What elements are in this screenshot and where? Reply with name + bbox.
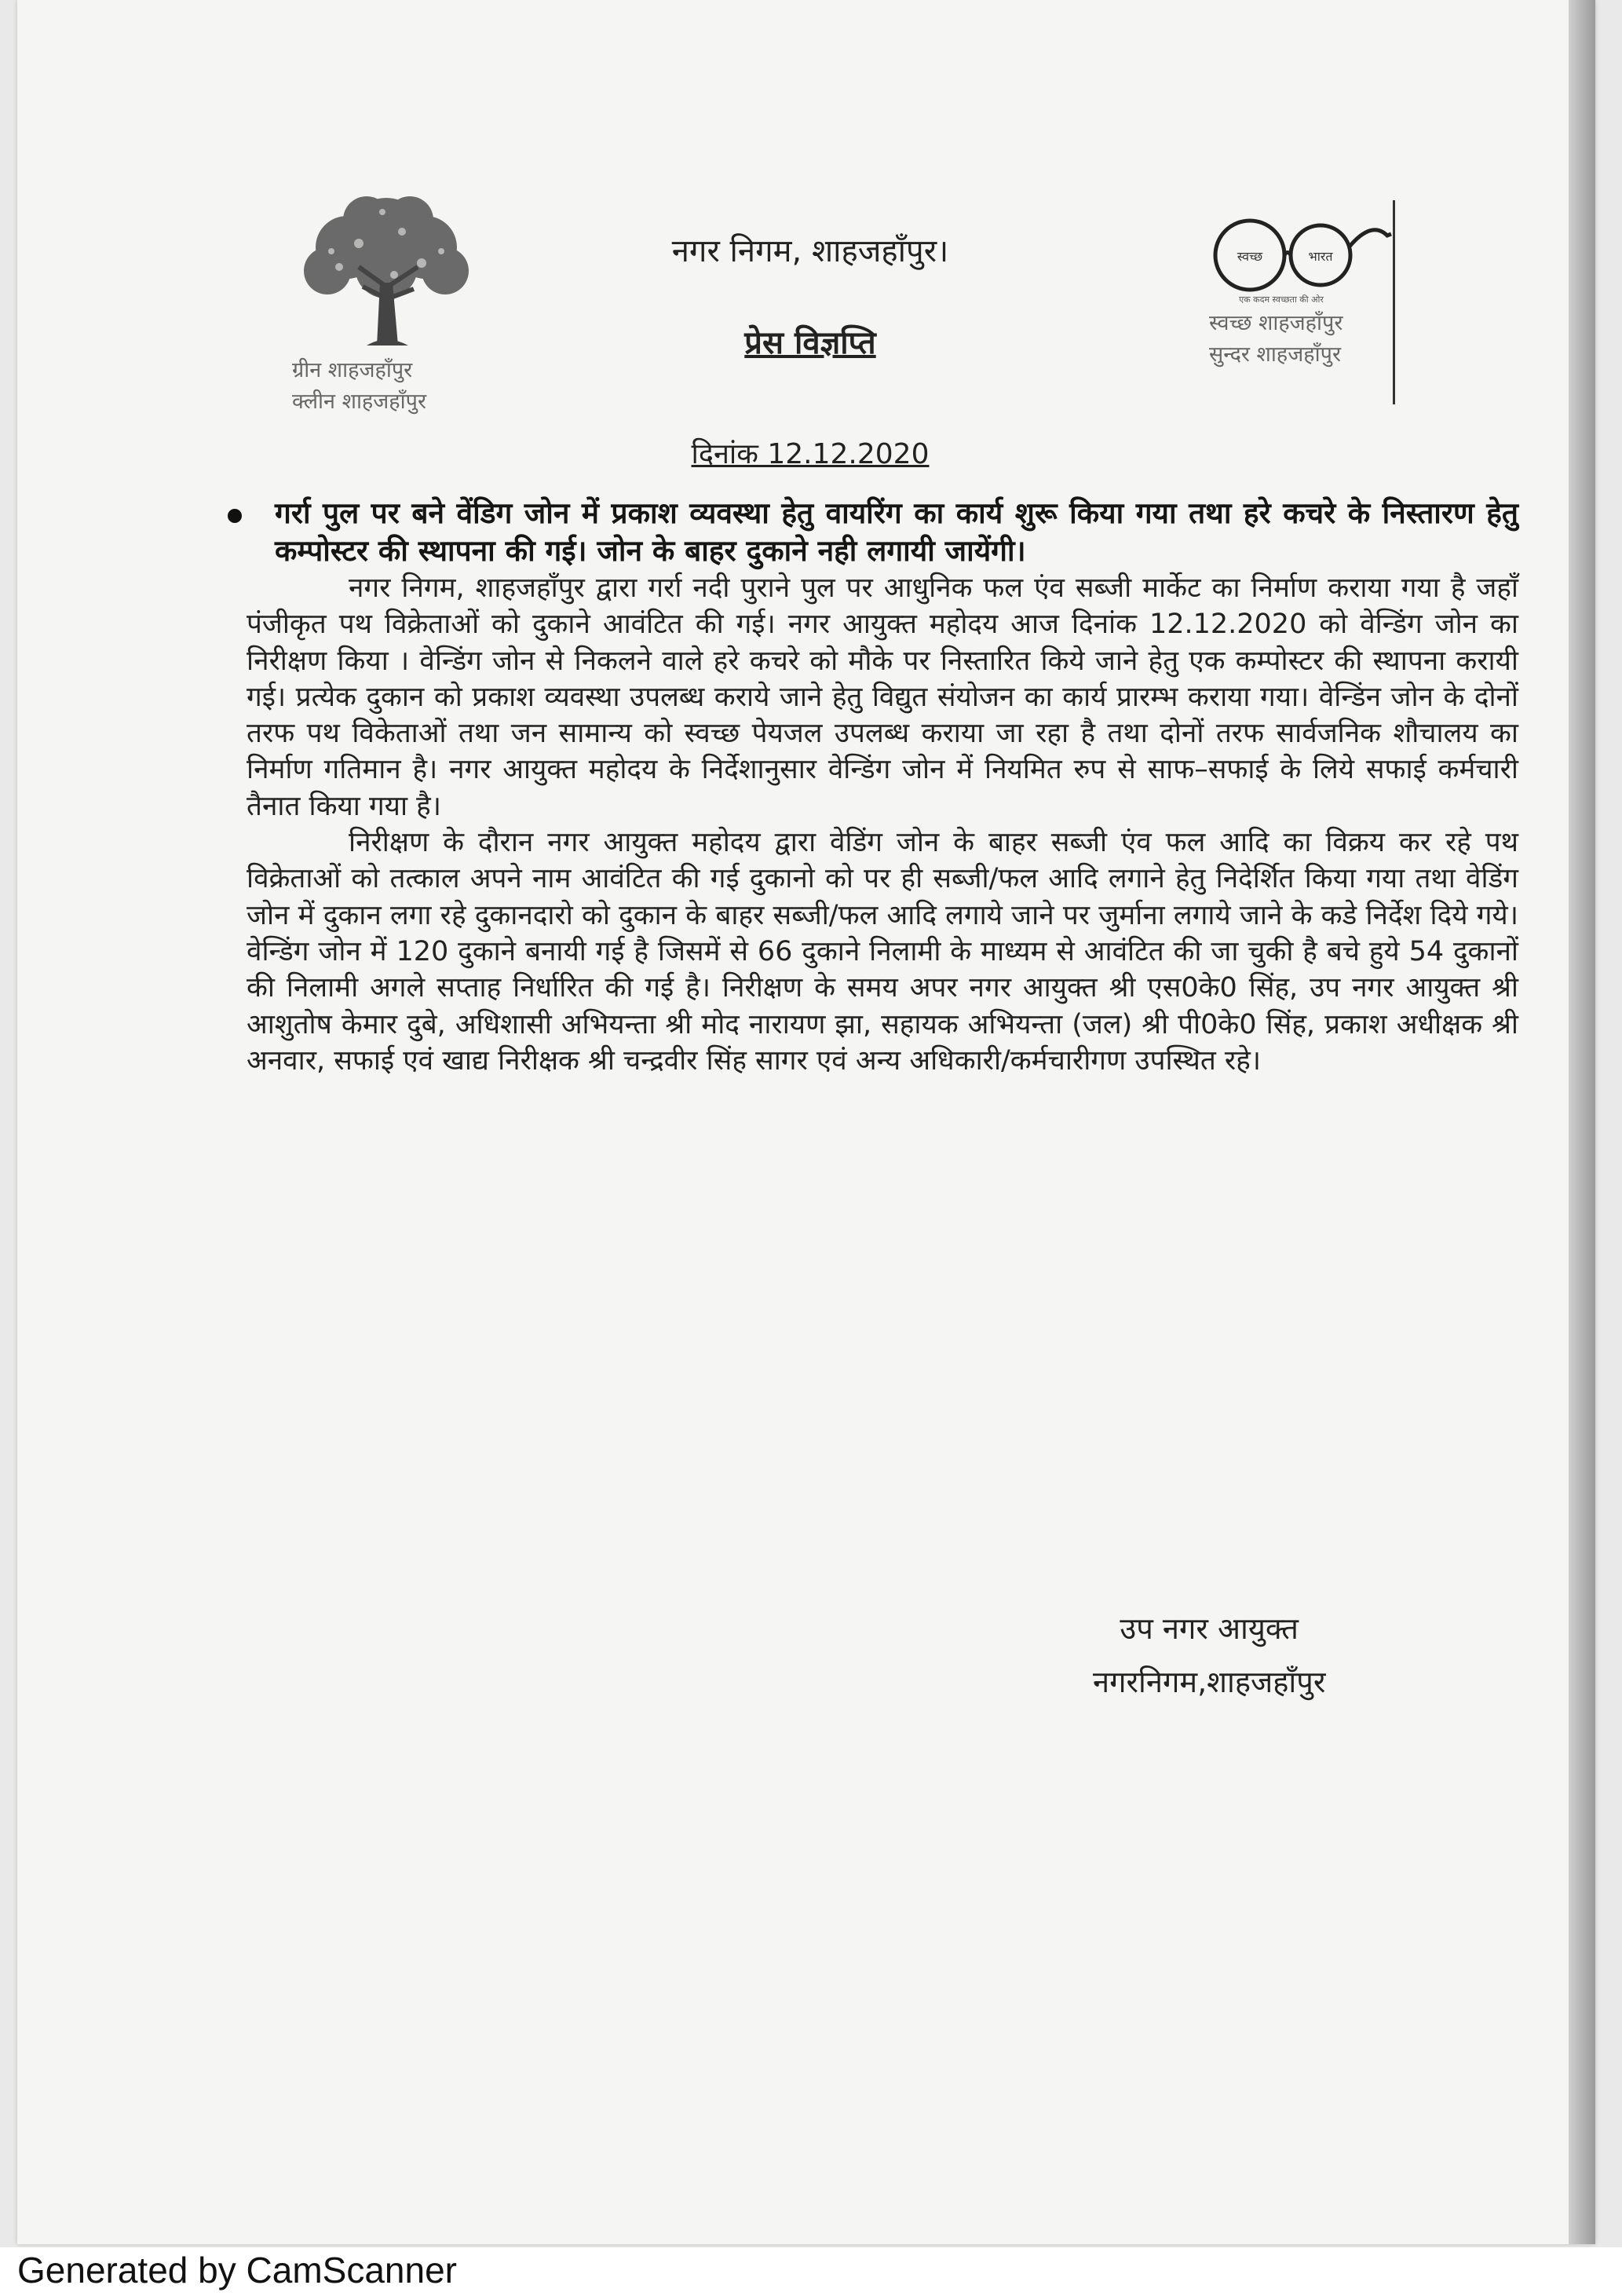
green-shahjahanpur-logo [269,188,535,416]
right-logo-caption-line2: सुन्दर शाहजहाँपुर [1209,342,1341,367]
bullet-icon [228,509,242,523]
header-divider [1393,200,1395,404]
scanned-document [17,0,1595,2244]
swachh-text: स्वच्छ [1237,249,1263,264]
logo-caption-line2: क्लीन शाहजहाँपुर [292,389,427,414]
organization-name: नगर निगम, शाहजहाँपुर। [671,233,949,269]
swachh-bharat-logo [1195,212,1430,369]
spectacles-icon [1195,212,1399,306]
release-date: दिनांक 12.12.2020 [691,438,930,470]
tree-icon [284,188,488,353]
bharat-text: भारत [1308,249,1333,264]
header-center [535,228,1085,472]
logo-caption-line1: ग्रीन शाहजहाँपुर [292,358,413,382]
signatory-office: नगरनिगम,शाहजहाँपुर [1093,1665,1326,1699]
camscanner-watermark: Generated by CamScanner [17,2250,457,2291]
letterhead [17,0,1595,471]
press-release-title: प्रेस विज्ञप्ति [744,325,876,361]
headline: गर्रा पुल पर बने वेंडिग जोन में प्रकाश व्यवस्था हेतु वायरिंग का कार्य शुरू किया गया तथा हरे कचरे के निस्तारण हेतु कम्पोस्टर की स्थापना की गई। जोन के बाहर दुकाने नही लगायी जायेंगी। [275,496,1518,568]
signature-block [1093,1602,1325,1709]
headline-row [247,495,1518,570]
paragraph-2: निरीक्षण के दौरान नगर आयुक्त महोदय द्वारा वेडिंग जोन के बाहर सब्जी एंव फल आदि का विक्रय कर रहे पथ विक्रेताओं को तत्काल अपने नाम आवंटित की गई दुकानो को पर ही सब्जी/फल आदि लगाने हेतु निदेर्शित किया गया तथा वेडिंग जोन में दुकान लगा रहे दुकानदारो को दुकान के बाहर सब्जी/फल आदि लगाये जाने पर जुर्माना लगाये जाने के कडे निर्देश दिये गये। वेन्डिंग जोन में 120 दुकाने बनायी गई है जिसमें से 66 दुकाने निलामी के माध्यम से आवंटित की जा चुकी है बचे हुये 54 दुकानों की निलामी अगले सप्ताह निर्धारित की गई है। निरीक्षण के समय अपर नगर आयुक्त श्री एस0के0 सिंह, उप नगर आयुक्त श्री आशुतोष केमार दुबे, अधिशासी अभियन्ता श्री मोद नारायण झा, सहायक अभियन्ता (जल) श्री पी0के0 सिंह, प्रकाश अधीक्षक श्री अनवार, सफाई एवं खाद्य निरीक्षक श्री चन्द्रवीर सिंह सागर एवं अन्य अधिकारी/कर्मचारीगण उपस्थित रहे। [247,827,1518,1077]
right-logo-caption-line1: स्वच्छ शाहजहाँपुर [1209,311,1343,335]
logo-tagline: एक कदम स्वच्छता की ओर [1239,294,1324,305]
signatory-designation: उप नगर आयुक्त [1120,1611,1299,1646]
paragraph-1: नगर निगम, शाहजहाँपुर द्वारा गर्रा नदी पुराने पुल पर आधुनिक फल एंव सब्जी मार्केट का निर्माण कराया गया है जहाँ पंजीकृत पथ विक्रेताओं को दुकाने आवंटित की गई। नगर आयुक्त महोदय आज दिनांक 12.12.2020 को वेन्डिंग जोन का निरीक्षण किया । वेन्डिंग जोन से निकलने वाले हरे कचरे को मौके पर निस्तारित किये जाने हेतु एक कम्पोस्टर की स्थापना करायी गई। प्रत्येक दुकान को प्रकाश व्यवस्था उपलब्ध कराये जाने हेतु विद्युत संयोजन का कार्य प्रारम्भ कराया गया। वेन्डिंन जोन के दोनों तरफ पथ विकेताओं तथा जन सामान्य को स्वच्छ पेयजल उपलब्ध कराया जा रहा है तथा दोनों तरफ सार्वजनिक शौचालय का निर्माण गतिमान है। नगर आयुक्त महोदय के निर्देशानुसार वेन्डिंग जोन में नियमित रुप से साफ–सफाई के लिये सफाई कर्मचारी तैनात किया गया है। [247,572,1518,822]
press-release-body [247,495,1518,1079]
